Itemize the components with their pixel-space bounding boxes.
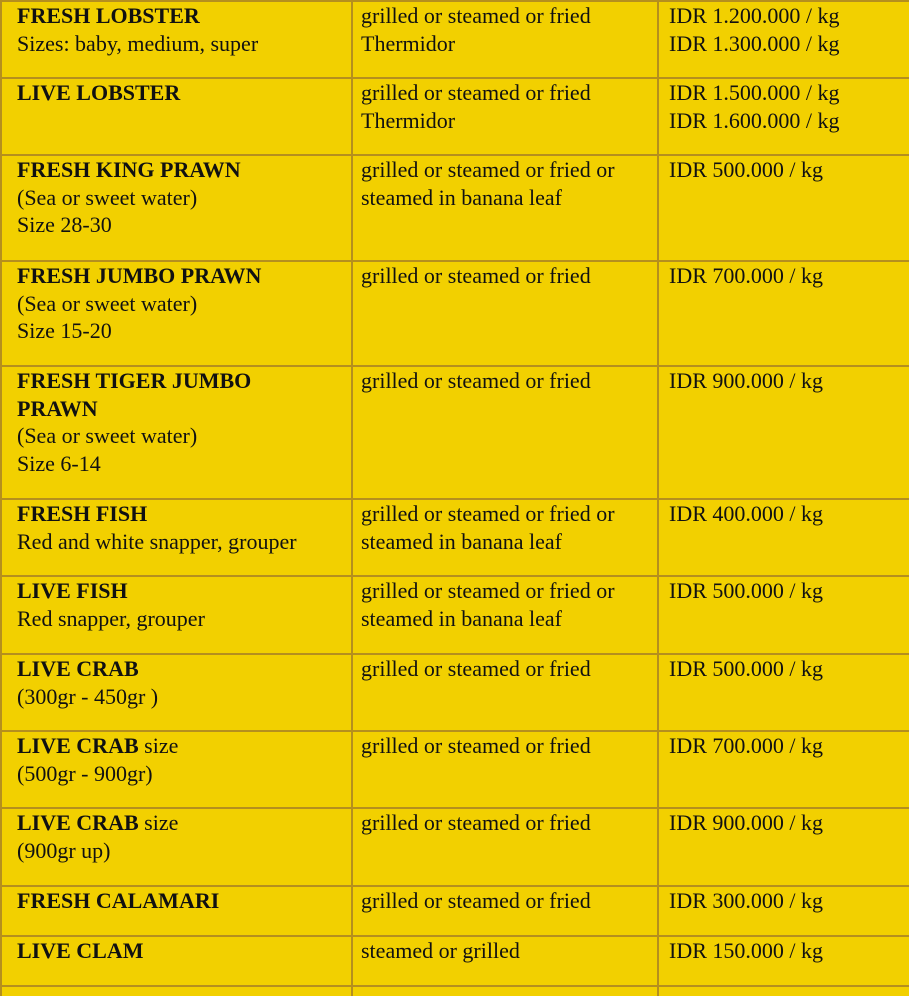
price-cell bbox=[658, 936, 909, 986]
cooking-method-cell bbox=[352, 1, 658, 78]
item-detail: (900gr up) bbox=[17, 837, 111, 863]
cooking-method: grilled or steamed or fried or bbox=[361, 501, 615, 526]
item-name: FRESH FISH bbox=[17, 501, 148, 526]
cooking-method: grilled or steamed or fried bbox=[361, 263, 591, 288]
item-name-line bbox=[17, 156, 343, 184]
cooking-method-cell bbox=[352, 808, 658, 886]
item-name-line bbox=[17, 577, 343, 605]
item-cell bbox=[1, 261, 352, 366]
item-detail: (Sea or sweet water) bbox=[17, 423, 198, 448]
cooking-method: steamed in banana leaf bbox=[361, 605, 562, 631]
cooking-method-cell bbox=[352, 731, 658, 808]
item-detail: Size 28-30 bbox=[17, 212, 112, 237]
item-name: LIVE CLAM bbox=[17, 938, 144, 963]
table-row bbox=[1, 936, 909, 986]
cooking-method-cell bbox=[352, 261, 658, 366]
cooking-method: Thermidor bbox=[361, 30, 456, 56]
price-value: IDR 1.500.000 / kg bbox=[669, 80, 840, 105]
item-detail: (Sea or sweet water) bbox=[17, 184, 198, 210]
price-value: IDR 150.000 / kg bbox=[669, 938, 823, 963]
item-cell bbox=[1, 886, 352, 936]
empty-cell bbox=[658, 986, 909, 996]
price-cell bbox=[658, 808, 909, 886]
price-value: IDR 1.200.000 / kg bbox=[669, 3, 840, 28]
cooking-method-cell bbox=[352, 366, 658, 499]
table-row bbox=[1, 654, 909, 731]
item-name-line bbox=[17, 937, 343, 965]
cooking-method: steamed or grilled bbox=[361, 938, 520, 963]
item-detail: Sizes: baby, medium, super bbox=[17, 30, 259, 56]
table-row bbox=[1, 366, 909, 499]
table-row bbox=[1, 576, 909, 654]
cooking-method-cell bbox=[352, 78, 658, 155]
item-name: LIVE FISH bbox=[17, 578, 128, 603]
price-cell bbox=[658, 261, 909, 366]
cooking-method: grilled or steamed or fried bbox=[361, 368, 591, 393]
cooking-method: Thermidor bbox=[361, 107, 456, 133]
item-detail: (Sea or sweet water) bbox=[17, 290, 198, 316]
item-cell bbox=[1, 155, 352, 261]
item-name: LIVE CRAB bbox=[17, 733, 139, 758]
item-name: FRESH CALAMARI bbox=[17, 888, 220, 913]
price-cell bbox=[658, 886, 909, 936]
item-cell bbox=[1, 78, 352, 155]
cooking-method: grilled or steamed or fried bbox=[361, 3, 591, 28]
price-value: IDR 700.000 / kg bbox=[669, 263, 823, 288]
table-row-partial bbox=[1, 986, 909, 996]
item-name: FRESH TIGER JUMBO bbox=[17, 368, 252, 393]
empty-cell bbox=[352, 986, 658, 996]
price-cell bbox=[658, 366, 909, 499]
item-cell bbox=[1, 366, 352, 499]
table-row bbox=[1, 261, 909, 366]
item-cell bbox=[1, 576, 352, 654]
item-cell bbox=[1, 654, 352, 731]
price-cell bbox=[658, 576, 909, 654]
cooking-method-cell bbox=[352, 886, 658, 936]
item-name-line bbox=[17, 79, 343, 107]
price-value: IDR 500.000 / kg bbox=[669, 578, 823, 603]
table-row bbox=[1, 1, 909, 78]
item-cell bbox=[1, 936, 352, 986]
item-cell bbox=[1, 808, 352, 886]
price-cell bbox=[658, 499, 909, 576]
table-row bbox=[1, 155, 909, 261]
cooking-method-cell bbox=[352, 155, 658, 261]
item-detail: (300gr - 450gr ) bbox=[17, 683, 159, 709]
item-name-suffix: size bbox=[138, 810, 179, 835]
cooking-method-cell bbox=[352, 654, 658, 731]
item-detail: Size 15-20 bbox=[17, 318, 112, 343]
cooking-method-cell bbox=[352, 576, 658, 654]
item-name: FRESH LOBSTER bbox=[17, 3, 200, 28]
item-name-line bbox=[17, 809, 343, 837]
price-cell bbox=[658, 654, 909, 731]
item-cell bbox=[1, 731, 352, 808]
price-value: IDR 1.300.000 / kg bbox=[669, 30, 840, 56]
price-value: IDR 500.000 / kg bbox=[669, 656, 823, 681]
item-name-continued: PRAWN bbox=[17, 395, 98, 421]
table-row bbox=[1, 731, 909, 808]
cooking-method: grilled or steamed or fried bbox=[361, 733, 591, 758]
price-value: IDR 1.600.000 / kg bbox=[669, 107, 840, 133]
table-row bbox=[1, 499, 909, 576]
cooking-method: steamed in banana leaf bbox=[361, 528, 562, 554]
price-value: IDR 300.000 / kg bbox=[669, 888, 823, 913]
empty-cell bbox=[1, 986, 352, 996]
item-cell bbox=[1, 1, 352, 78]
cooking-method: grilled or steamed or fried bbox=[361, 656, 591, 681]
table-row bbox=[1, 78, 909, 155]
price-cell bbox=[658, 731, 909, 808]
cooking-method-cell bbox=[352, 499, 658, 576]
item-name-line bbox=[17, 732, 343, 760]
cooking-method: grilled or steamed or fried or bbox=[361, 578, 615, 603]
price-cell bbox=[658, 1, 909, 78]
price-cell bbox=[658, 155, 909, 261]
seafood-price-table-body bbox=[1, 1, 909, 996]
item-detail: Red snapper, grouper bbox=[17, 605, 205, 631]
table-row bbox=[1, 886, 909, 936]
cooking-method: grilled or steamed or fried bbox=[361, 888, 591, 913]
item-detail: Size 6-14 bbox=[17, 450, 101, 476]
cooking-method-cell bbox=[352, 936, 658, 986]
cooking-method: steamed in banana leaf bbox=[361, 184, 562, 210]
item-name-line bbox=[17, 500, 343, 528]
price-value: IDR 500.000 / kg bbox=[669, 157, 823, 182]
item-name: FRESH KING PRAWN bbox=[17, 157, 241, 182]
item-name: FRESH JUMBO PRAWN bbox=[17, 263, 262, 288]
cooking-method: grilled or steamed or fried bbox=[361, 810, 591, 835]
cooking-method: grilled or steamed or fried bbox=[361, 80, 591, 105]
item-name-line bbox=[17, 262, 343, 290]
table-row bbox=[1, 808, 909, 886]
cooking-method: grilled or steamed or fried or bbox=[361, 157, 615, 182]
item-detail: (500gr - 900gr) bbox=[17, 760, 153, 786]
item-name: LIVE CRAB bbox=[17, 810, 139, 835]
item-name-line bbox=[17, 655, 343, 683]
price-value: IDR 900.000 / kg bbox=[669, 368, 823, 393]
item-name-line bbox=[17, 367, 343, 395]
price-value: IDR 700.000 / kg bbox=[669, 733, 823, 758]
item-cell bbox=[1, 499, 352, 576]
price-cell bbox=[658, 78, 909, 155]
item-name: LIVE LOBSTER bbox=[17, 80, 181, 105]
item-name-line bbox=[17, 887, 343, 915]
item-name-line bbox=[17, 2, 343, 30]
price-value: IDR 900.000 / kg bbox=[669, 810, 823, 835]
item-name: LIVE CRAB bbox=[17, 656, 139, 681]
item-name-suffix: size bbox=[138, 733, 179, 758]
item-detail: Red and white snapper, grouper bbox=[17, 528, 297, 554]
price-value: IDR 400.000 / kg bbox=[669, 501, 823, 526]
